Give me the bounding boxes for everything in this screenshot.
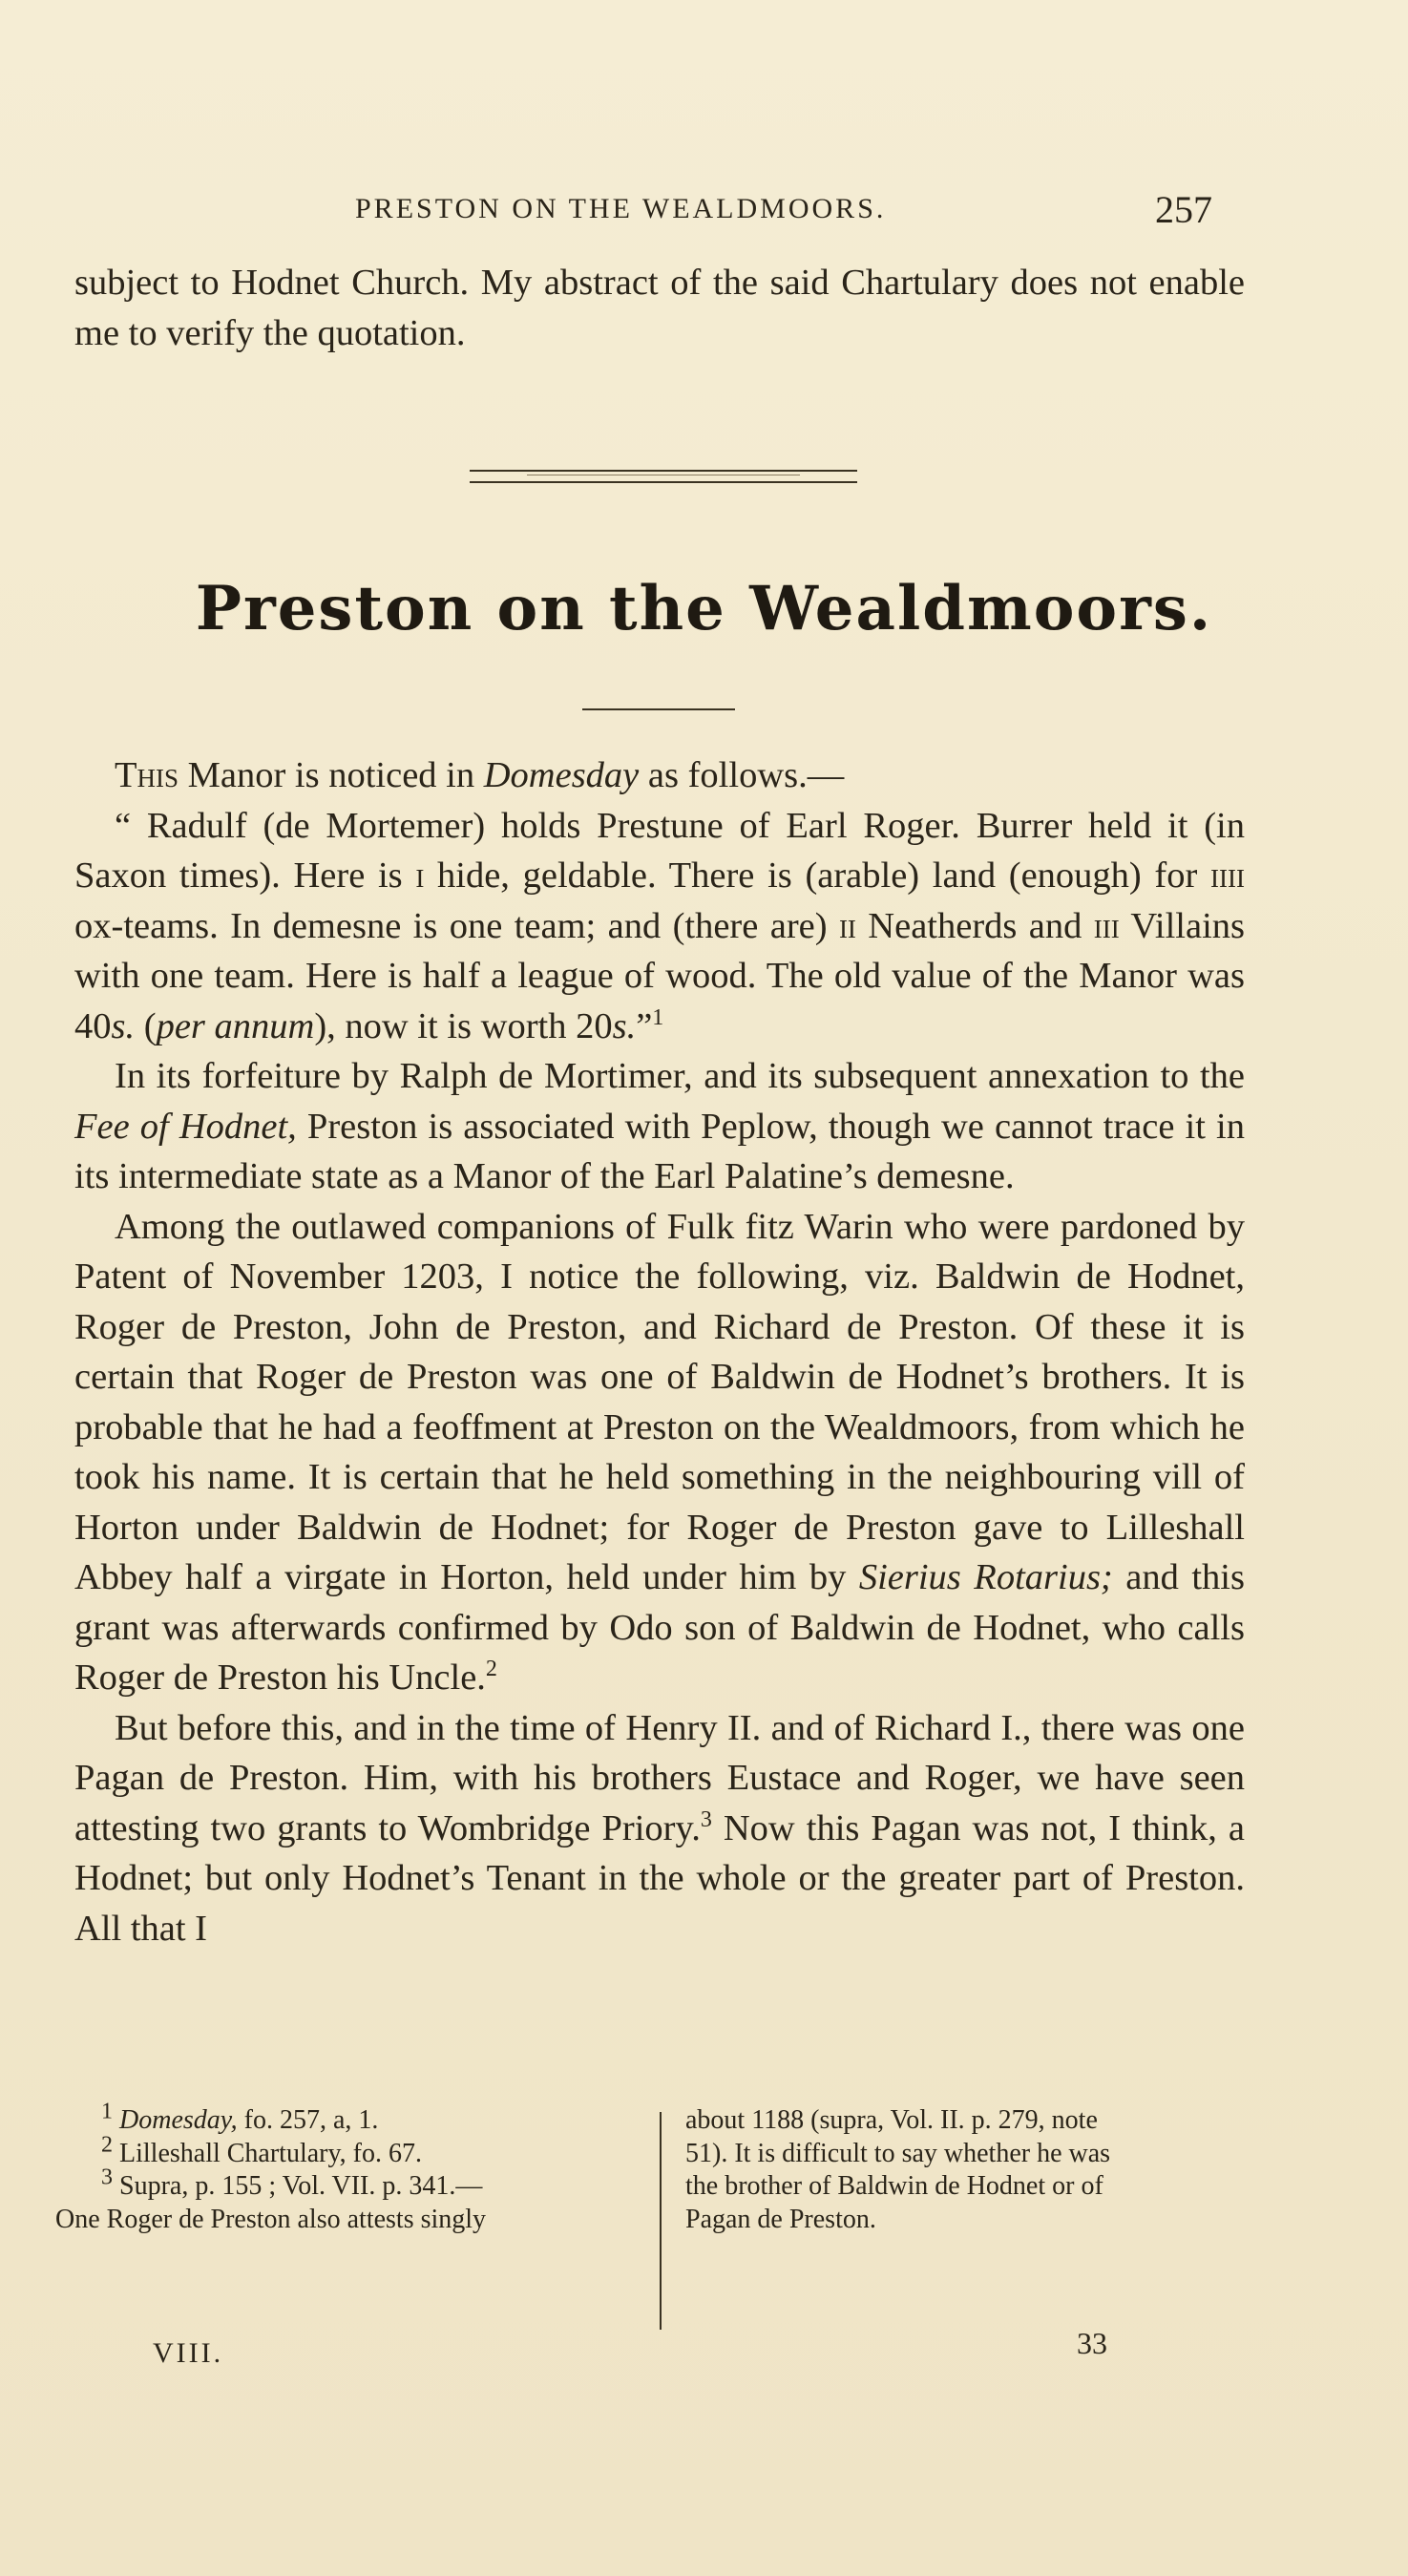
footnotes-left-column bbox=[55, 2099, 645, 2236]
footnotes-right-column bbox=[685, 2104, 1258, 2236]
continuation-text: subject to Hodnet Church. My abstract of the said Chartulary does not enable me to verify the quotation. bbox=[74, 263, 1245, 353]
footnote-3: $^3$ Supra, p. 155 ; Vol. VII. p. 341.— bbox=[101, 2164, 483, 2201]
section-divider-rule bbox=[470, 470, 857, 483]
footnote-3-line-a: about 1188 (supra, Vol. II. p. 279, note bbox=[685, 2105, 1098, 2135]
footnote-3-line-b: 51). It is difficult to say whether he was bbox=[685, 2138, 1111, 2168]
footnote-column-divider bbox=[660, 2112, 662, 2330]
paragraph-2-quotation: “ Radulf (de Mortemer) holds Prestune of Earl Roger. Burrer held it (in Saxon times). Here is i hide, geldable. There is (arable) land (enough) for iiii ox-teams. In demesne is one team; and (there are) ii Neatherds and iii Villains with one team. Here is half a league of wood. The old value of the Manor was 40s. (per annum), now it is worth 20s.”$^1$ bbox=[74, 805, 1246, 1046]
italic-domesday: Domesday bbox=[483, 755, 640, 795]
sheet-number: 33 bbox=[1077, 2326, 1107, 2360]
footnote-2: $^2$ Lilleshall Chartulary, fo. 67. bbox=[101, 2132, 422, 2168]
running-head bbox=[0, 187, 1408, 235]
footnote-3-line-d: Pagan de Preston. bbox=[685, 2204, 876, 2234]
footnote-ref-1[interactable]: 1 bbox=[652, 1004, 664, 1030]
footnote-3-continued: One Roger de Preston also attests singly bbox=[55, 2204, 487, 2234]
volume-signature: VIII. bbox=[153, 2337, 224, 2369]
paragraph-3: In its forfeiture by Ralph de Mortimer, and its subsequent annexation to the Fee of Hodnet, Preston is associated with Peplow, though we cannot trace it in its intermediate state as a Manor of the Earl Palatine’s demesne. bbox=[74, 1056, 1245, 1196]
paragraph-5: But before this, and in the time of Henry II. and of Richard I., there was one Pagan de Preston. Him, with his brothers Eustace and Roger, we have seen attesting two grants to Wombridge Priory.$^3$ Now this Pagan was not, I think, a Hodnet; but only Hodnet’s Tenant in the whole or the greater part of Preston. All that I bbox=[74, 1707, 1245, 1949]
continuation-paragraph bbox=[74, 258, 1245, 358]
footnote-ref-2[interactable]: 2 bbox=[485, 1657, 497, 1682]
footnotes bbox=[55, 2099, 1258, 2305]
paragraph-1: This Manor is noticed in Domesday as follows.— bbox=[115, 755, 845, 795]
footnote-1: $^1$ Domesday, fo. 257, a, 1. bbox=[101, 2099, 379, 2135]
title-underline-rule bbox=[582, 708, 735, 710]
paragraph-4: Among the outlawed companions of Fulk fitz Warin who were pardoned by Patent of November 1203, I notice the following, viz. Baldwin de Hodnet, Roger de Preston, John de Preston, and Richard de Preston. Of these it is certain that Roger de Preston was one of Baldwin de Hodnet’s brothers. It is probable that he had a feoffment at Preston on the Wealdmoors, from which he took his name. It is certain that he held something in the neighbouring vill of Horton under Baldwin de Hodnet; for Roger de Preston gave to Lilleshall Abbey half a virgate in Horton, held under him by Sierius Rotarius; and this grant was afterwards confirmed by Odo son of Baldwin de Hodnet, who calls Roger de Preston his Uncle.$^2$ bbox=[74, 1206, 1245, 1698]
main-text bbox=[74, 750, 1245, 1953]
page-number: 257 bbox=[1155, 188, 1212, 231]
running-title: PRESTON ON THE WEALDMOORS. bbox=[355, 193, 887, 224]
footnote-3-line-c: the brother of Baldwin de Hodnet or of bbox=[685, 2171, 1103, 2201]
section-title: Preston on the Wealdmoors. bbox=[195, 573, 1213, 644]
smallcaps-opening: This bbox=[115, 755, 179, 795]
footnote-ref-3[interactable]: 3 bbox=[700, 1806, 712, 1832]
